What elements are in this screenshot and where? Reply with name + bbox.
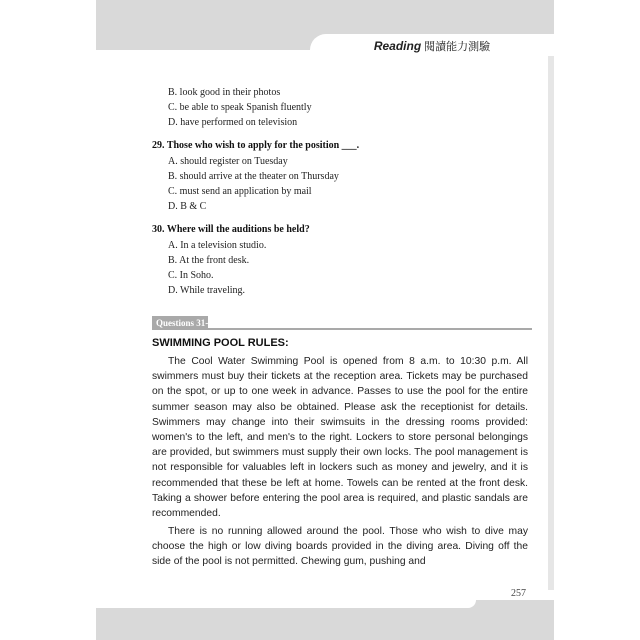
section-title: SWIMMING POOL RULES: [152,337,289,349]
q29-option-d: D. B & C [168,201,207,212]
q30-question: 30. Where will the auditions be held? [152,224,310,235]
side-margin-band [548,56,554,590]
passage-paragraph-2: There is no running allowed around the pool. Those who wish to dive may choose the high or low diving boards provided in the diving area. Diving off the side of the pool is not permitted. Chewing gum, pushing and [152,526,528,568]
q29-option-a: A. should register on Tuesday [168,156,288,167]
q30-option-d: D. While traveling. [168,285,246,296]
footer-band [96,600,554,640]
q30-option-c: C. In Soho. [168,270,214,281]
passage-paragraph-1: The Cool Water Swimming Pool is opened from 8 a.m. to 10:30 p.m. All swimmers must buy their tickets at the reception area. Tickets may be purchased on the spot, or up to one week in advance. Passes to use the pool for the entire summer season may also be obtained. Please ask the receptionist for details. Swimmers may change into their swimsuits in the dressing rooms provided: women's to the left, and men's to the right. Lockers to store personal belongings are provided, but swimmers must supply their own locks. The pool management is not responsible for valuables left in lockers such as money and jewelry, and it is recommended that these be left at home. Towels can be rented at the front desk. Taking a shower before entering the pool area is required, and plastic sandals are recommended. [152,356,528,520]
footer-notch [96,600,476,608]
q29-option-b: B. should arrive at the theater on Thursday [168,171,339,182]
q29-question: 29. Those who wish to apply for the position ___. [152,140,360,151]
page-number: 257 [511,588,526,599]
q30-option-a: A. In a television studio. [168,240,267,251]
header-title-en: Reading [373,39,422,53]
badge-label: Questions 31-35 [156,318,218,328]
q28-option-d: D. have performed on television [168,117,298,128]
badge-rule [208,328,532,330]
questions-badge [152,316,532,330]
q28-option-c: C. be able to speak Spanish fluently [168,102,312,113]
q30-option-b: B. At the front desk. [168,255,250,266]
q28-option-b: B. look good in their photos [168,87,281,98]
header-title-zh: 閱讀能力測驗 [424,40,491,53]
running-header [310,36,554,56]
q29-option-c: C. must send an application by mail [168,186,312,197]
